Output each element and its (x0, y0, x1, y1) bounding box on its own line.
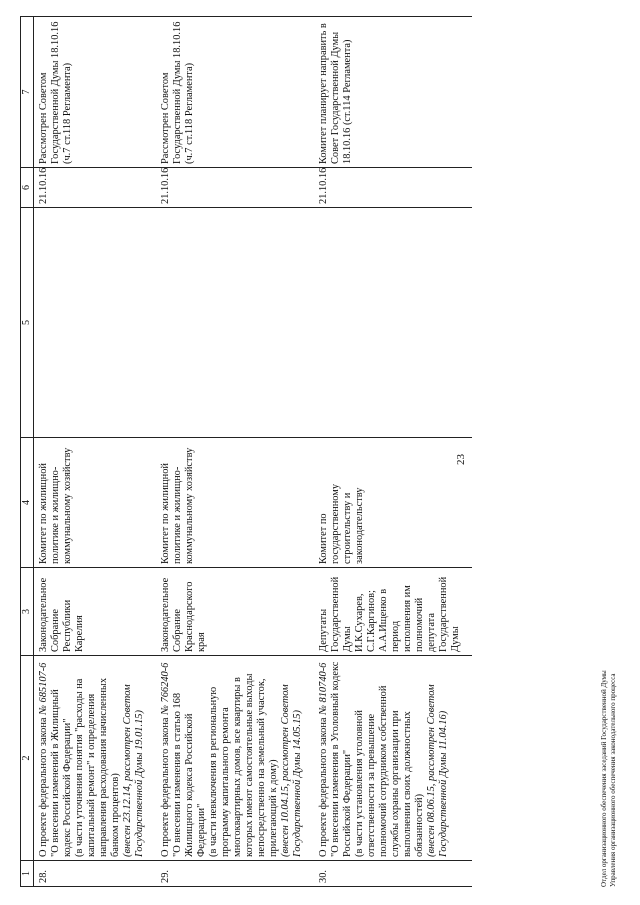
col-header-6: 6 (21, 168, 34, 208)
committee-cell: Комитет по государственному строительству и законодательству (314, 438, 472, 568)
col-header-5: 5 (21, 208, 34, 438)
bill-intro: О проекте федерального закона (318, 714, 329, 857)
bill-note: (внесен 23.12.14, рассмотрен Советом Государственной Думы 19.01.15) (122, 684, 145, 857)
row-number: 30. (314, 861, 472, 887)
row-number: 28. (34, 861, 157, 887)
table-row (314, 17, 472, 887)
bill-intro: О проекте федерального закона (160, 714, 171, 857)
col5-cell (156, 208, 314, 438)
footer-line-1: Отдел организационного обеспечения заседаний Государственной Думы (600, 670, 608, 887)
status-cell: Комитет планирует направить в Совет Государственной Думы 18.10.16 (ст.114 Регламента) (314, 17, 472, 168)
bills-table (20, 16, 472, 887)
bill-note: (внесен 08.06.15, рассмотрен Советом Государственной Думы 11.04.16) (426, 684, 449, 857)
bill-note: (внесен 10.04.15, рассмотрен Советом Государственной Думы 14.05.15) (280, 684, 303, 857)
table-row (34, 17, 157, 887)
footer-line-2: Управления организационного обеспечения законодательного процесса (609, 673, 617, 887)
col5-cell (34, 208, 157, 438)
bill-title: "О внесении изменения в Уголовный кодекс Российской Федерации" (330, 661, 353, 857)
footer (600, 670, 618, 887)
bill-number: № 766240-6 (160, 662, 171, 715)
bill-cell (34, 656, 157, 861)
bill-intro: О проекте федерального закона (38, 714, 49, 857)
author-cell: Депутаты Государственной Думы И.К.Сухарев, С.Г.Каргинов; А.А.Ищенко в период исполнения им полномочий депутата Государственной Думы (314, 568, 472, 656)
bill-number: № 685107-6 (38, 662, 49, 715)
bill-cell (314, 656, 472, 861)
author-cell: Законодательное Собрание Краснодарского края (156, 568, 314, 656)
date-cell: 21.10.16 (156, 168, 314, 208)
bill-title: "О внесении изменений в Жилищный кодекс Российской Федерации" (50, 689, 73, 857)
col-header-4: 4 (21, 438, 34, 568)
col-header-1: 1 (21, 861, 34, 887)
page-number: 23 (455, 454, 467, 465)
col-header-3: 3 (21, 568, 34, 656)
header-row (21, 17, 34, 887)
table-row (156, 17, 314, 887)
author-cell: Законодательное Собрание Республики Карелия (34, 568, 157, 656)
bill-title: "О внесении изменения в статью 168 Жилищного кодекса Российской Федерации" (172, 692, 207, 857)
bill-detail: (в части уточнения понятия "расходы на капитальный ремонт" и определения направления расходования начисленных банком процентов) (74, 677, 121, 857)
bill-detail: (в части невключения в региональную программу капитального ремонта многоквартирных домов, все квартиры в которых имеют самостоятельные выходы непосредственно на земельный участок, прилегающий к дому) (208, 673, 279, 857)
date-cell: 21.10.16 (34, 168, 157, 208)
col5-cell (314, 208, 472, 438)
committee-cell: Комитет по жилищной политике и жилищно-коммунальному хозяйству (156, 438, 314, 568)
committee-cell: Комитет по жилищной политике и жилищно-коммунальному хозяйству (34, 438, 157, 568)
date-cell: 21.10.16 (314, 168, 472, 208)
col-header-2: 2 (21, 656, 34, 861)
status-cell: Рассмотрен Советом Государственной Думы 18.10.16 (ч.7 ст.118 Регламента) (156, 17, 314, 168)
status-cell: Рассмотрен Советом Государственной Думы 18.10.16 (ч.7 ст.118 Регламента) (34, 17, 157, 168)
bill-number: № 810740-6 (318, 662, 329, 715)
col-header-7: 7 (21, 17, 34, 168)
bill-detail: (в части установления уголовной ответственности за превышение полномочий сотрудником собственной службы охраны организации при выполнении своих должностных обязанностей) (354, 685, 425, 857)
bill-cell (156, 656, 314, 861)
row-number: 29. (156, 861, 314, 887)
